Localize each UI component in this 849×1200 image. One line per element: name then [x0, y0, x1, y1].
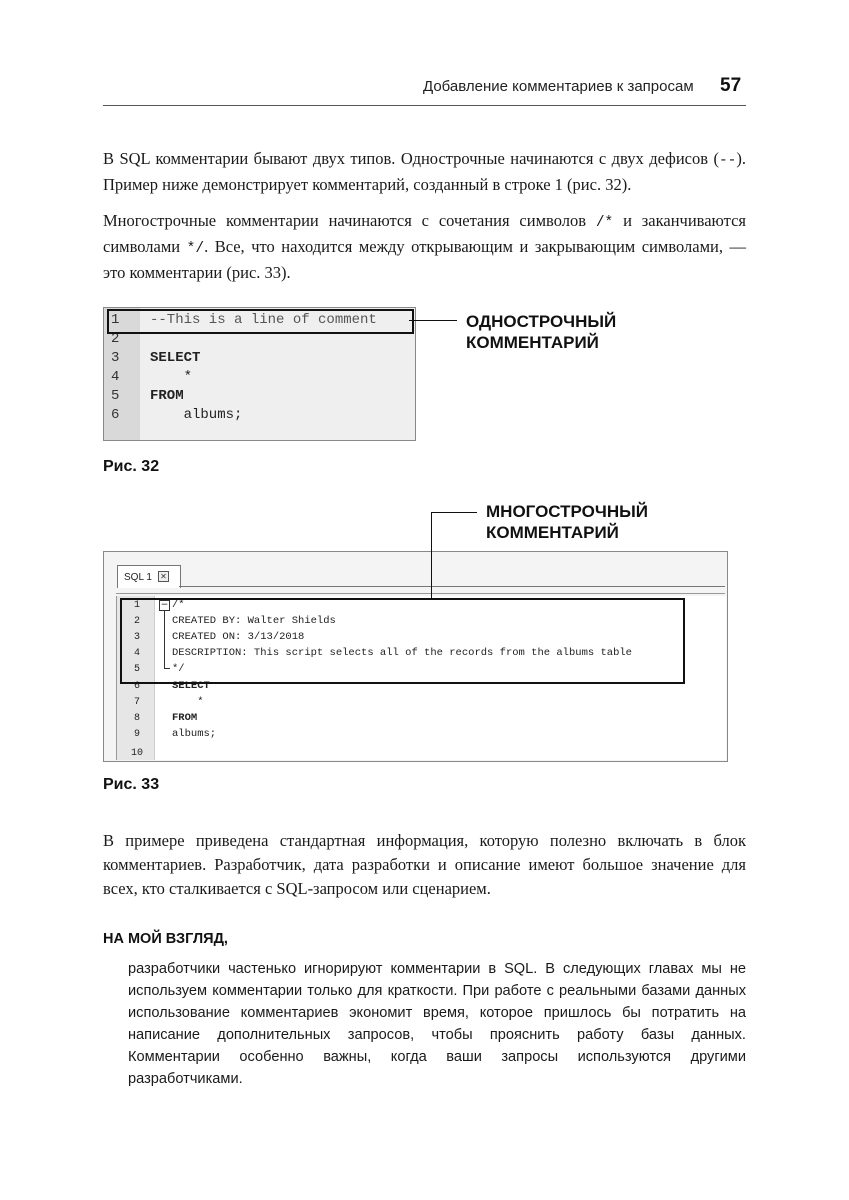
line-number: 3: [134, 632, 141, 643]
line-number: 7: [134, 697, 141, 708]
line-number: 5: [111, 388, 120, 404]
callout-connector-horizontal: [431, 512, 477, 513]
inline-code-open-comment: /*: [595, 215, 614, 231]
multi-line-comment-highlight: [120, 598, 685, 684]
code-line-description: DESCRIPTION: This script selects all of the records from the albums table: [172, 647, 632, 659]
tab-bar-border: [179, 586, 725, 587]
code-line-created-on: CREATED ON: 3/13/2018: [172, 631, 305, 643]
line-number: 6: [134, 681, 141, 692]
callout-connector-vertical: [431, 512, 432, 598]
header-divider: [103, 105, 746, 106]
line-number: 4: [111, 369, 120, 385]
figure-32-caption: Рис. 32: [103, 458, 160, 475]
line-number: 9: [134, 729, 141, 740]
page-number: 57: [720, 75, 742, 96]
line-number: 2: [134, 616, 141, 627]
code-line-comment-open: /*: [172, 599, 185, 611]
line-number: 8: [134, 713, 141, 724]
opinion-heading: НА МОЙ ВЗГЛЯД,: [103, 931, 228, 947]
code-line-table: albums;: [172, 728, 217, 740]
code-line-comment: --This is a line of comment: [150, 312, 377, 328]
code-line-star: *: [172, 696, 204, 708]
editor-top-border: [116, 593, 725, 594]
running-header-title: Добавление комментариев к запросам: [423, 78, 694, 95]
figure-32-code-editor: [103, 307, 416, 441]
inline-code-close-comment: */: [186, 241, 205, 257]
code-line-created-by: CREATED BY: Walter Shields: [172, 615, 336, 627]
code-line-select: SELECT: [150, 350, 201, 366]
code-line-select: SELECT: [172, 680, 210, 692]
tab-label: SQL 1: [124, 572, 152, 583]
line-number: 10: [131, 748, 144, 759]
figure-33-caption: Рис. 33: [103, 776, 160, 793]
callout-single-line-comment: ОДНОСТРОЧНЫЙ КОММЕНТАРИЙ: [466, 312, 617, 352]
close-icon[interactable]: ✕: [158, 571, 169, 582]
line-number: 3: [111, 350, 120, 366]
line-number: 4: [134, 648, 141, 659]
paragraph-standard-info: В примере приведена стандартная информация, которую полезно включать в блок комментариев. Разработчик, дата разработки и описание имеют большое значение для всех, кто сталкивается с SQL-запросом или сценарием.: [103, 831, 746, 898]
line-number: 1: [134, 600, 141, 611]
tab-sql-1[interactable]: [117, 565, 181, 588]
code-line-from: FROM: [172, 712, 198, 724]
line-number: 2: [111, 331, 120, 347]
paragraph-comment-types: В SQL комментарии бывают двух типов. Однострочные начинаются с двух дефисов (--). Пример ниже демонстрирует комментарий, созданный в строке 1 (рис. 32).: [103, 149, 746, 194]
code-line-comment-close: */: [172, 663, 185, 675]
paragraph-multiline-comments: Многострочные комментарии начинаются с сочетания символов /* и заканчиваются символами */. Все, что находится между открывающим и закрывающим символами, — это комментарии (рис. 33).: [103, 211, 746, 282]
code-line-table: albums;: [150, 407, 243, 423]
code-line-star: *: [150, 369, 193, 385]
inline-code-double-dash: --: [718, 153, 737, 169]
opinion-body: разработчики частенько игнорируют комментарии в SQL. В следующих главах мы не используем комментарии только для краткости. При работе с реальными базами данных использование комментариев экономит время, которое пришлось бы потратить на написание дополнительных запросов, чтобы прояснить работу базы данных. Комментарии особенно важны, когда ваши запросы используются другими разработчиками.: [128, 961, 746, 1087]
line-number: 6: [111, 407, 120, 423]
line-number: 5: [134, 664, 141, 675]
callout-multi-line-comment: МНОГОСТРОЧНЫЙ КОММЕНТАРИЙ: [486, 502, 648, 542]
callout-connector: [409, 320, 457, 321]
line-number: 1: [111, 312, 120, 328]
collapse-icon[interactable]: −: [160, 600, 169, 610]
single-line-comment-highlight: [107, 309, 414, 334]
code-line-from: FROM: [150, 388, 184, 404]
